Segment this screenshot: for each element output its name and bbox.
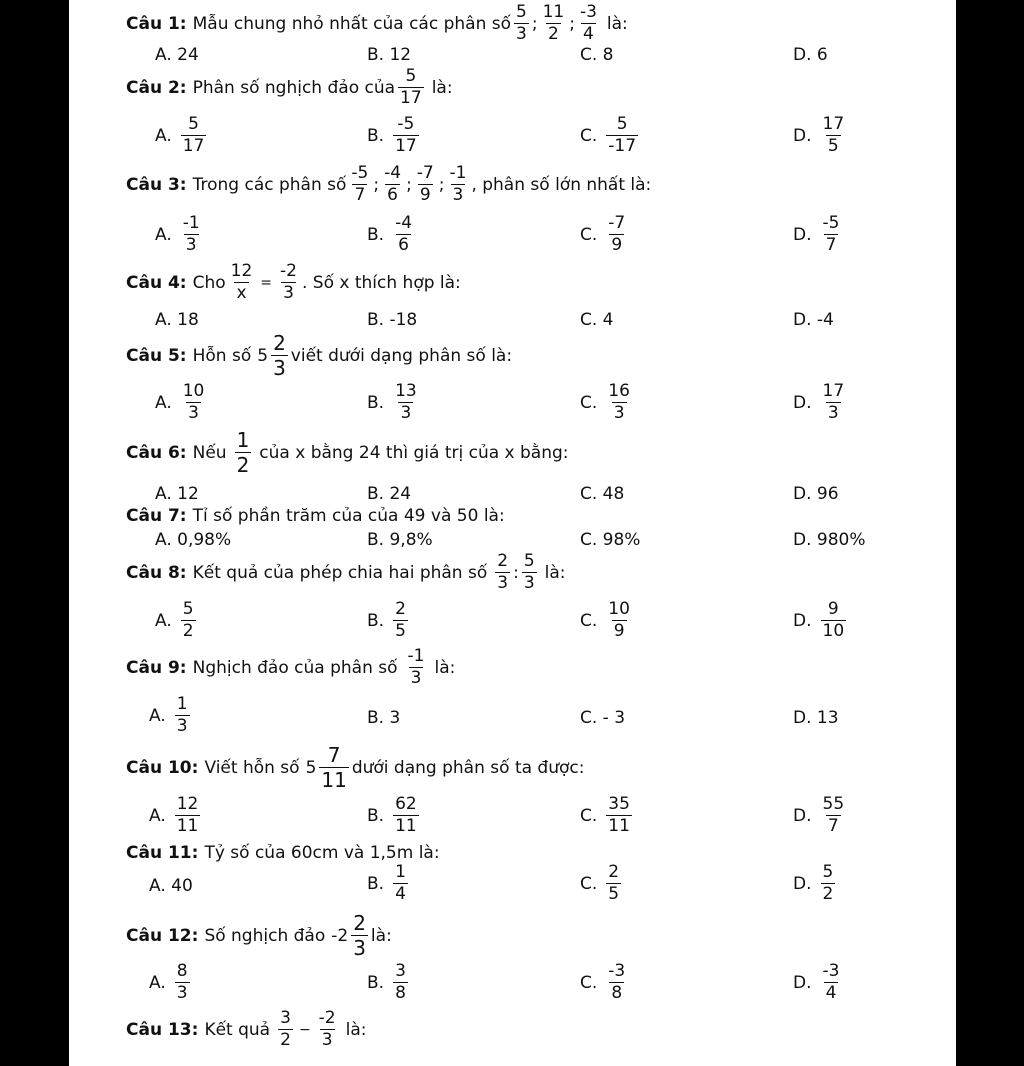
- option-b[interactable]: B. $\frac{3}{8}$: [367, 961, 406, 1003]
- fraction: $\frac{-2}{3}$: [318, 1008, 336, 1050]
- option-a[interactable]: A. $\frac{1}{3}$: [149, 694, 188, 736]
- question-label: Câu 7:: [126, 506, 187, 526]
- option-d[interactable]: D. $\frac{17}{5}$: [793, 114, 845, 156]
- option-d[interactable]: D. 6: [793, 45, 828, 65]
- question-12: [126, 913, 392, 958]
- fraction: $\frac{-7}{9}$: [608, 213, 626, 255]
- fraction: $\frac{-7}{9}$: [416, 163, 434, 205]
- question-tail: . Số x thích hợp là:: [301, 272, 461, 293]
- question-tail: của x bằng 24 thì giá trị của x bằng:: [259, 442, 569, 463]
- option-c[interactable]: C. 8: [580, 45, 614, 65]
- question-text: Tỉ số phần trăm của của 49 và 50 là:: [192, 506, 505, 526]
- question-text: Mẫu chung nhỏ nhất của các phân số: [192, 13, 512, 34]
- question-text: Cho: [192, 272, 226, 293]
- option-c[interactable]: C. - 3: [580, 708, 626, 728]
- fraction: $\frac{62}{11}$: [395, 794, 417, 836]
- fraction: $\frac{17}{3}$: [822, 381, 845, 423]
- option-c[interactable]: C. $\frac{35}{11}$: [580, 794, 630, 836]
- fraction: $\frac{-4}{6}$: [384, 163, 402, 205]
- fraction: $\frac{-3}{4}$: [579, 2, 597, 44]
- question-text: Nếu: [192, 442, 227, 463]
- question-tail: là:: [606, 13, 628, 34]
- option-b[interactable]: B. 12: [367, 45, 412, 65]
- fraction: $\frac{-1}{3}$: [449, 163, 467, 205]
- question-text: Trong các phân số: [192, 174, 347, 195]
- fraction: $\frac{8}{3}$: [176, 961, 188, 1003]
- fraction: $\frac{16}{3}$: [608, 381, 630, 423]
- fraction: $\frac{2}{3}$: [497, 551, 509, 593]
- option-b[interactable]: B. $\frac{1}{4}$: [367, 862, 406, 904]
- fraction: $\frac{-3}{4}$: [822, 961, 840, 1003]
- fraction: $\frac{55}{7}$: [822, 794, 845, 836]
- question-4: Câu 4: Cho $\frac{12}{x}$ = $\frac{-2}{3}$ . Số x thích hợp là:: [126, 261, 461, 303]
- option-a[interactable]: A. 40: [149, 876, 193, 896]
- option-c[interactable]: C. 4: [580, 310, 614, 330]
- question-11: [126, 843, 440, 863]
- option-d[interactable]: D. 13: [793, 708, 839, 728]
- question-tail: là:: [544, 562, 566, 583]
- question-10: [126, 745, 584, 790]
- option-d[interactable]: D. -4: [793, 310, 834, 330]
- option-a[interactable]: A. $\frac{-1}{3}$: [155, 213, 200, 255]
- fraction: $\frac{5}{2}$: [822, 862, 834, 904]
- option-b[interactable]: B. 24: [367, 484, 412, 504]
- fraction: $\frac{5}{-17}$: [608, 114, 637, 156]
- fraction: $\frac{1}{4}$: [395, 862, 406, 904]
- question-5: [126, 333, 512, 378]
- question-text: Hỗn số: [192, 345, 252, 366]
- option-b[interactable]: B. $\frac{2}{5}$: [367, 599, 406, 641]
- option-d[interactable]: D. 96: [793, 484, 839, 504]
- option-d[interactable]: D. $\frac{5}{2}$: [793, 862, 834, 904]
- question-tail: là:: [434, 657, 456, 678]
- fraction: $\frac{5}{2}$: [182, 599, 194, 641]
- question-label: Câu 2:: [126, 77, 187, 98]
- question-1: Câu 1: Mẫu chung nhỏ nhất của các phân số $\frac{5}{3}$ ; $\frac{11}{2}$ ; $\frac{-3}{4}$ là:: [126, 2, 628, 44]
- option-b[interactable]: B. $\frac{13}{3}$: [367, 381, 417, 423]
- option-a[interactable]: A. 12: [155, 484, 199, 504]
- fraction: $\frac{1}{2}$: [236, 428, 250, 477]
- option-d[interactable]: D. $\frac{55}{7}$: [793, 794, 845, 836]
- question-text: Kết quả: [204, 1019, 271, 1040]
- question-tail: là:: [370, 925, 392, 946]
- mixed-number: 5 $\frac{2}{3}$: [257, 331, 286, 380]
- fraction: $\frac{-1}{3}$: [182, 213, 200, 255]
- fraction: $\frac{10}{3}$: [182, 381, 205, 423]
- question-tail: dưới dạng phân số ta được:: [351, 757, 585, 778]
- option-a[interactable]: A. $\frac{5}{17}$: [155, 114, 205, 156]
- question-text: Số nghịch đảo: [204, 925, 326, 946]
- question-3: Câu 3: Trong các phân số $\frac{-5}{7}$ ; $\frac{-4}{6}$ ; $\frac{-7}{9}$ ; $\frac{-1}{3}$ , phân số lớn nhất là:: [126, 163, 652, 205]
- option-c[interactable]: C. $\frac{10}{9}$: [580, 599, 630, 641]
- fraction: $\frac{-5}{7}$: [822, 213, 840, 255]
- question-tail: là:: [345, 1019, 367, 1040]
- option-c[interactable]: C. $\frac{2}{5}$: [580, 862, 620, 904]
- option-c[interactable]: C. 98%: [580, 530, 641, 550]
- question-text: Viết hỗn số: [204, 757, 300, 778]
- question-6: [126, 430, 569, 475]
- option-b[interactable]: B. $\frac{-5}{17}$: [367, 114, 417, 156]
- question-label: Câu 3:: [126, 174, 187, 195]
- fraction: $\frac{-1}{3}$: [407, 646, 425, 688]
- fraction: $\frac{1}{3}$: [176, 694, 188, 736]
- question-9: [126, 648, 455, 687]
- fraction: $\frac{17}{5}$: [822, 114, 845, 156]
- mixed-number: 5 $\frac{7}{11}$: [305, 743, 347, 792]
- question-tail: , phân số lớn nhất là:: [471, 174, 652, 195]
- question-label: Câu 5:: [126, 345, 187, 366]
- fraction: $\frac{-2}{3}$: [280, 261, 297, 303]
- option-c[interactable]: C. $\frac{5}{-17}$: [580, 114, 637, 156]
- fraction: $\frac{9}{10}$: [822, 599, 845, 641]
- fraction: $\frac{12}{x}$: [230, 261, 253, 303]
- option-d[interactable]: D. $\frac{9}{10}$: [793, 599, 845, 641]
- mixed-number: -2 $\frac{2}{3}$: [331, 911, 366, 960]
- option-b[interactable]: B. 3: [367, 708, 401, 728]
- option-c[interactable]: C. $\frac{16}{3}$: [580, 381, 630, 423]
- fraction: $\frac{13}{3}$: [395, 381, 417, 423]
- question-label: Câu 13:: [126, 1019, 199, 1040]
- option-c[interactable]: C. 48: [580, 484, 625, 504]
- option-b[interactable]: B. -18: [367, 310, 418, 330]
- fraction: $\frac{2}{5}$: [608, 862, 620, 904]
- worksheet-page: [69, 0, 956, 1066]
- question-8: Câu 8: Kết quả của phép chia hai phân số $\frac{2}{3}$ : $\frac{5}{3}$ là:: [126, 551, 566, 593]
- option-b[interactable]: B. 9,8%: [367, 530, 433, 550]
- option-a[interactable]: A. 24: [155, 45, 199, 65]
- option-a[interactable]: A. 0,98%: [155, 530, 232, 550]
- question-2: [126, 68, 453, 107]
- option-b[interactable]: B. $\frac{-4}{6}$: [367, 213, 413, 255]
- question-label: Câu 1:: [126, 13, 187, 34]
- fraction: $\frac{12}{11}$: [176, 794, 199, 836]
- fraction: $\frac{10}{9}$: [608, 599, 630, 641]
- option-c[interactable]: C. $\frac{-3}{8}$: [580, 961, 626, 1003]
- fraction: $\frac{5}{3}$: [523, 551, 535, 593]
- question-text: Phân số nghịch đảo của: [192, 77, 396, 98]
- option-a[interactable]: A. $\frac{5}{2}$: [155, 599, 194, 641]
- option-d[interactable]: D. $\frac{-5}{7}$: [793, 213, 840, 255]
- question-label: Câu 6:: [126, 442, 187, 463]
- question-7: [126, 506, 505, 526]
- fraction: $\frac{-3}{8}$: [608, 961, 626, 1003]
- fraction: $\frac{3}{2}$: [280, 1008, 291, 1050]
- question-13: Câu 13: Kết quả $\frac{3}{2}$ − $\frac{-2}{3}$ là:: [126, 1008, 367, 1050]
- fraction: $\frac{5}{17}$: [400, 66, 422, 108]
- question-label: Câu 4:: [126, 272, 187, 293]
- fraction: $\frac{-5}{7}$: [351, 163, 369, 205]
- fraction: $\frac{5}{17}$: [182, 114, 205, 156]
- option-a[interactable]: A. $\frac{8}{3}$: [149, 961, 188, 1003]
- question-text: Tỷ số của 60cm và 1,5m là:: [204, 843, 440, 863]
- option-d[interactable]: D. 980%: [793, 530, 866, 550]
- question-label: Câu 12:: [126, 925, 199, 946]
- option-b[interactable]: B. $\frac{62}{11}$: [367, 794, 417, 836]
- fraction: $\frac{-5}{17}$: [395, 114, 417, 156]
- question-tail: viết dưới dạng phân số là:: [290, 345, 513, 366]
- fraction: $\frac{3}{8}$: [395, 961, 406, 1003]
- fraction: $\frac{35}{11}$: [608, 794, 630, 836]
- question-label: Câu 11:: [126, 843, 199, 863]
- question-text: Nghịch đảo của phân số: [192, 657, 398, 678]
- question-tail: là:: [431, 77, 453, 98]
- question-label: Câu 10:: [126, 757, 199, 778]
- option-d[interactable]: D. $\frac{-3}{4}$: [793, 961, 840, 1003]
- fraction: $\frac{2}{5}$: [395, 599, 406, 641]
- question-label: Câu 8:: [126, 562, 187, 583]
- option-a[interactable]: A. 18: [155, 310, 199, 330]
- question-label: Câu 9:: [126, 657, 187, 678]
- fraction: $\frac{11}{2}$: [542, 2, 565, 44]
- option-d[interactable]: D. $\frac{17}{3}$: [793, 381, 845, 423]
- fraction: $\frac{5}{3}$: [516, 2, 527, 44]
- fraction: $\frac{-4}{6}$: [395, 213, 413, 255]
- option-c[interactable]: C. $\frac{-7}{9}$: [580, 213, 626, 255]
- question-text: Kết quả của phép chia hai phân số: [192, 562, 488, 583]
- option-a[interactable]: A. $\frac{10}{3}$: [155, 381, 205, 423]
- option-a[interactable]: A. $\frac{12}{11}$: [149, 794, 199, 836]
